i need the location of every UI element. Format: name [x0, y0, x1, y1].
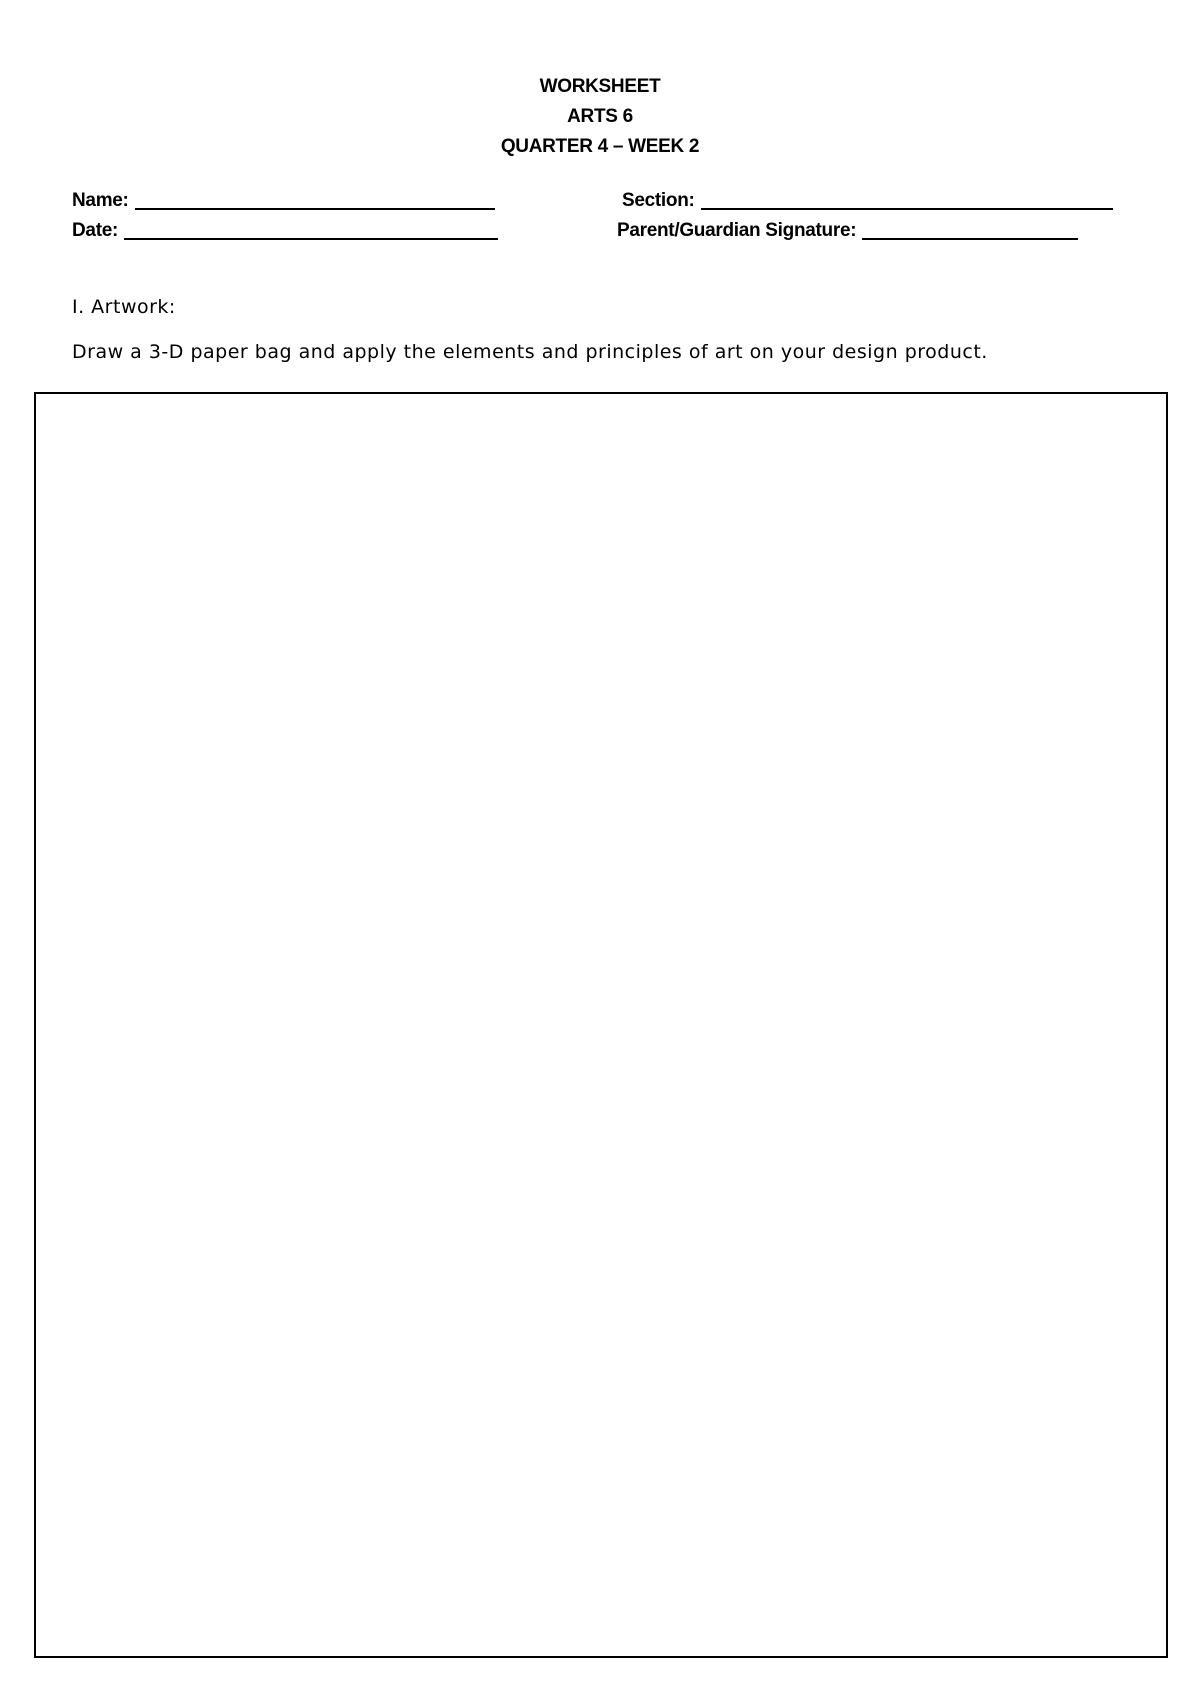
field-row-1	[72, 190, 1132, 220]
worksheet-title: WORKSHEET	[539, 76, 661, 97]
parent-signature-label: Parent/Guardian Signature:	[617, 220, 857, 241]
date-label: Date:	[72, 220, 119, 241]
name-label: Name:	[72, 190, 129, 211]
parent-signature-blank-line[interactable]	[862, 220, 1078, 240]
section-blank-line[interactable]	[701, 190, 1113, 210]
field-row-2	[72, 220, 1132, 250]
name-blank-line[interactable]	[135, 190, 495, 210]
date-field	[72, 220, 498, 242]
name-field	[72, 190, 495, 212]
student-info-fields	[72, 190, 1132, 250]
section-field	[622, 190, 1113, 212]
quarter-week-title: QUARTER 4 – WEEK 2	[500, 136, 700, 157]
drawing-area-box[interactable]	[34, 392, 1168, 1658]
section-heading: I. Artwork:	[72, 296, 176, 318]
section-label: Section:	[622, 190, 695, 211]
subject-title: ARTS 6	[567, 106, 633, 127]
date-blank-line[interactable]	[124, 220, 498, 240]
instruction-text: Draw a 3-D paper bag and apply the elements and principles of art on your design product.	[72, 341, 988, 363]
worksheet-header	[0, 72, 1200, 162]
parent-signature-field	[617, 220, 1078, 242]
